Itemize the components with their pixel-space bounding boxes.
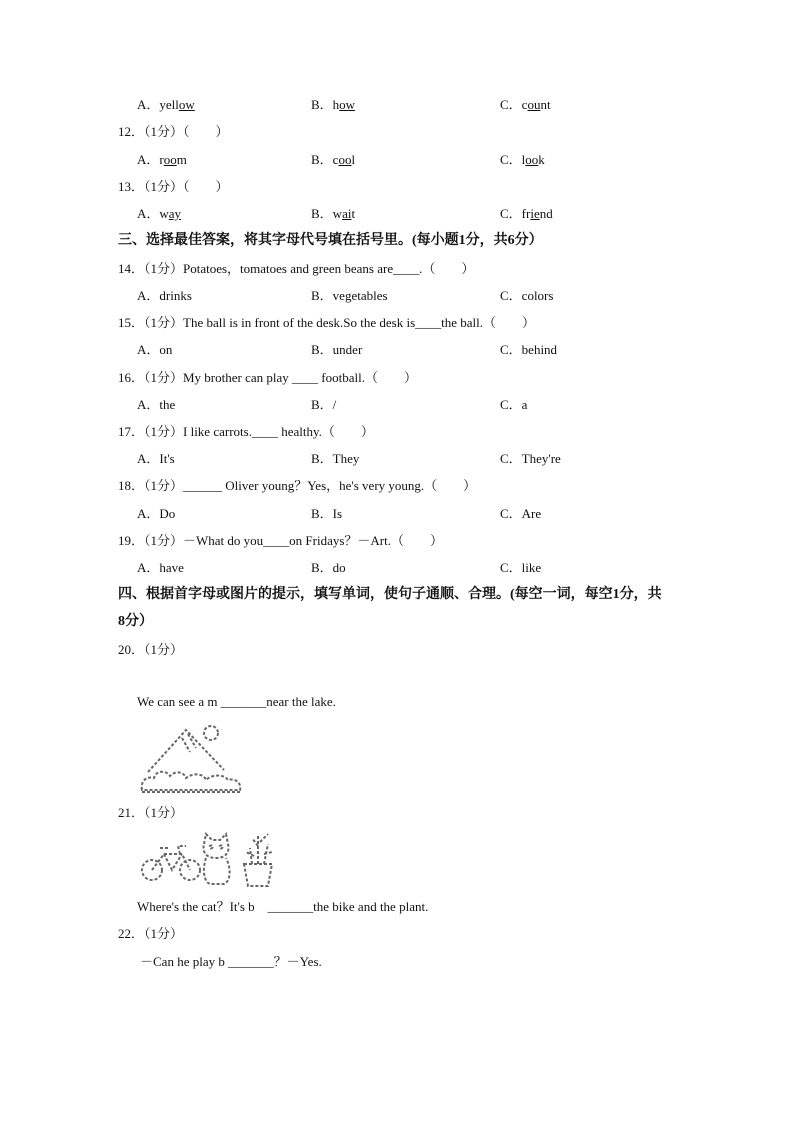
q22-sentence: －Can he play b _______？－Yes.	[140, 954, 322, 969]
section-3-heading: 三、选择最佳答案，将其字母代号填在括号里。(每小题1分，共6分）	[118, 233, 543, 248]
q18-option-b: B．Is	[311, 506, 343, 521]
q14-option-b: B．vegetables	[311, 288, 388, 303]
q16-option-a: A．the	[137, 397, 176, 412]
q15-stem: 15．（1分）The ball is in front of the desk.So the desk is____the ball.（ ）	[118, 315, 536, 330]
q20-stem: 20．（1分）	[118, 642, 184, 657]
q14-option-a: A．drinks	[137, 288, 192, 303]
q18-option-c: C．Are	[500, 506, 542, 521]
q13-option-c: C．friend	[500, 206, 553, 221]
section-4-heading-line2: 8分）	[118, 614, 153, 629]
q16-option-c: C．a	[500, 397, 528, 412]
q21-sentence: Where's the cat？It's b _______the bike and the plant.	[137, 899, 429, 914]
q14-stem: 14．（1分）Potatoes，tomatoes and green beans are____.（ ）	[118, 261, 475, 276]
q14-option-c: C．colors	[500, 288, 554, 303]
q22-stem: 22．（1分）	[118, 926, 184, 941]
q17-option-a: A．It's	[137, 451, 175, 466]
q12-option-a: A．room	[137, 152, 187, 167]
q18-option-a: A．Do	[137, 506, 176, 521]
q17-option-c: C．They're	[500, 451, 561, 466]
q11-option-b: B．how	[311, 97, 356, 112]
q20-sentence: We can see a m _______near the lake.	[137, 694, 336, 709]
q16-option-b: B．/	[311, 397, 337, 412]
q17-stem: 17．（1分）I like carrots.____ healthy.（ ）	[118, 424, 374, 439]
q18-stem: 18．（1分）______ Oliver young？Yes，he's very young.（ ）	[118, 478, 477, 493]
section-4-heading-line1: 四、根据首字母或图片的提示，填写单词，使句子通顺、合理。(每空一词，每空1分，共	[118, 587, 662, 602]
q19-option-b: B．do	[311, 560, 346, 575]
mountain-picture	[138, 720, 244, 796]
bike-cat-plant-picture	[140, 830, 276, 888]
q15-option-a: A．on	[137, 342, 173, 357]
q13-option-b: B．wait	[311, 206, 356, 221]
q15-option-b: B．under	[311, 342, 363, 357]
q13-stem: 13．（1分）（ ）	[118, 179, 229, 194]
q19-stem: 19．（1分）－What do you____on Fridays？－Art.（ ）	[118, 533, 443, 548]
q11-option-a: A．yellow	[137, 97, 195, 112]
q21-stem: 21．（1分）	[118, 805, 184, 820]
q13-option-a: A．way	[137, 206, 182, 221]
q16-stem: 16．（1分）My brother can play ____ football.（ ）	[118, 370, 417, 385]
q17-option-b: B．They	[311, 451, 360, 466]
q15-option-c: C．behind	[500, 342, 558, 357]
q19-option-a: A．have	[137, 560, 184, 575]
q12-stem: 12．（1分）（ ）	[118, 124, 229, 139]
q19-option-c: C．like	[500, 560, 542, 575]
q12-option-c: C．look	[500, 152, 545, 167]
q11-option-c: C．count	[500, 97, 551, 112]
q12-option-b: B．cool	[311, 152, 356, 167]
